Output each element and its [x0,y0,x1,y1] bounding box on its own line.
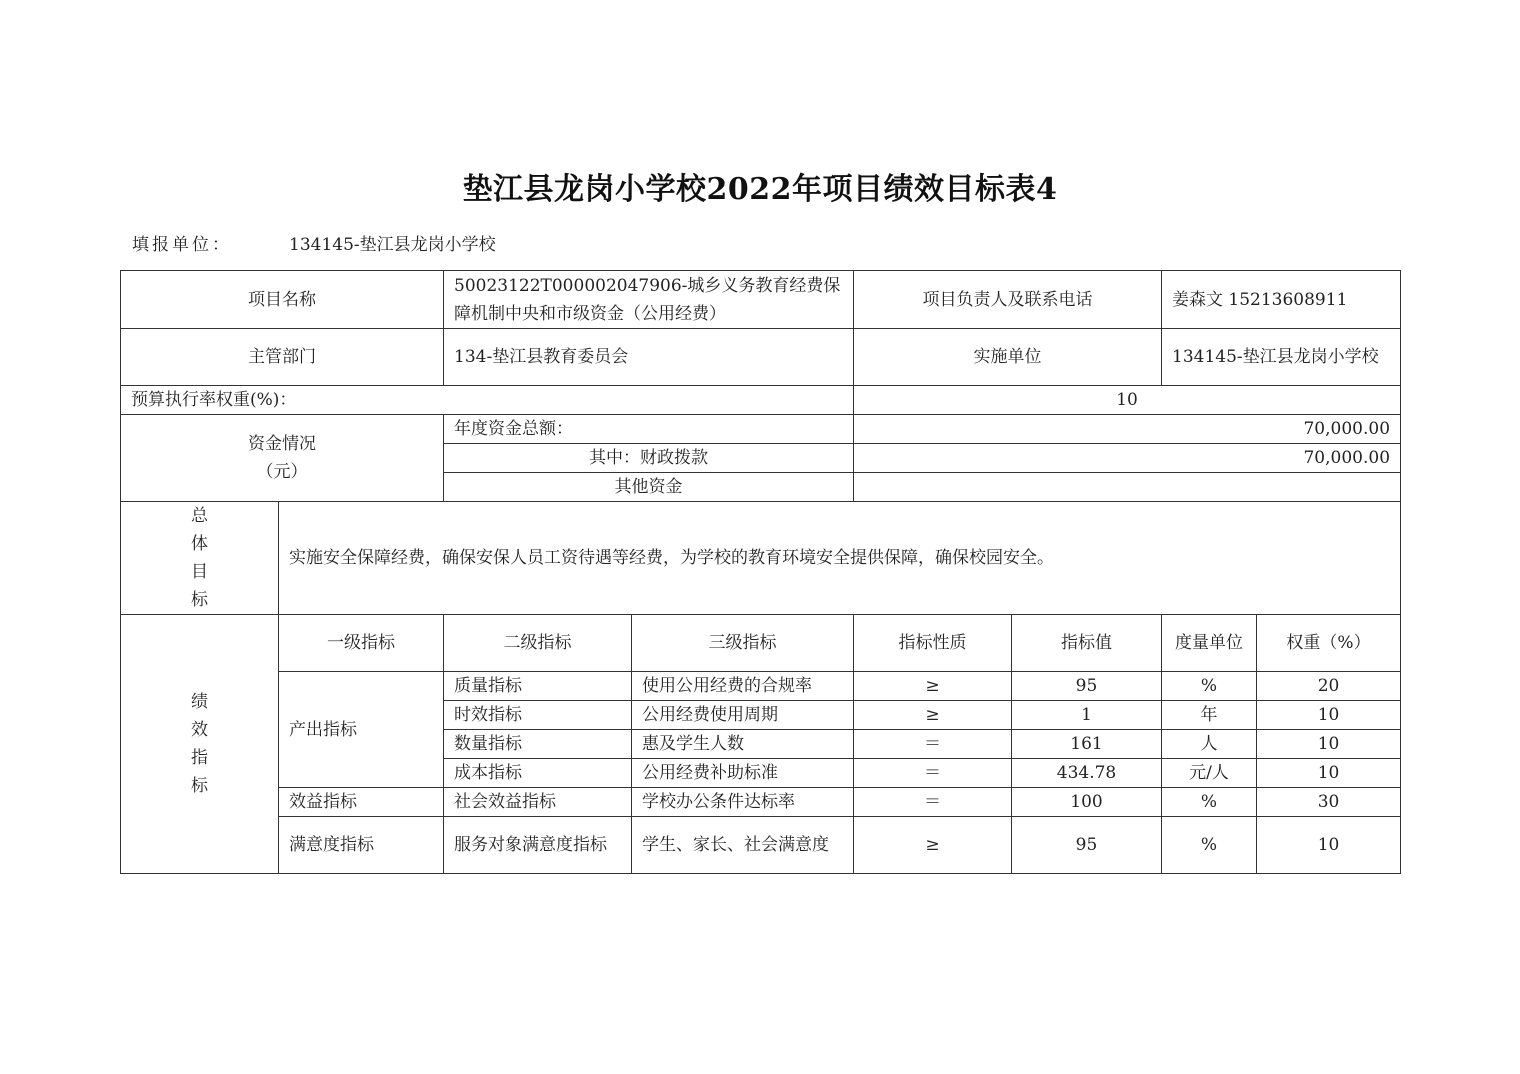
indicators-label [121,615,279,874]
project-name-label: 项目名称 [121,271,444,329]
project-contact-value: 姜森文 15213608911 [1162,271,1401,329]
overall-goal-text: 实施安全保障经费，确保安保人员工资待遇等经费，为学校的教育环境安全提供保障，确保校园安全。 [279,502,1401,615]
cell-unit: % [1162,788,1257,817]
fill-unit-value: 134145-垫江县龙岗小学校 [289,235,496,255]
cell-value: 100 [1012,788,1162,817]
header-value: 指标值 [1012,615,1162,672]
cell-level3: 公用经费补助标准 [632,759,854,788]
table-row [121,672,1401,701]
fill-unit-label: 填报单位： [132,235,232,255]
group-output: 产出指标 [279,672,444,788]
performance-table [120,270,1401,874]
cell-value: 161 [1012,730,1162,759]
cell-level3: 公用经费使用周期 [632,701,854,730]
header-unit: 度量单位 [1162,615,1257,672]
overall-goal-row [121,502,1401,615]
cell-level3: 使用公用经费的合规率 [632,672,854,701]
funds-annual-label: 年度资金总额： [444,415,854,444]
indicator-char: 绩 [191,692,208,712]
cell-nature: ≥ [854,672,1012,701]
impl-value: 134145-垫江县龙岗小学校 [1162,329,1401,386]
cell-level2: 质量指标 [444,672,632,701]
header-level1: 一级指标 [279,615,444,672]
cell-nature: ＝ [854,759,1012,788]
cell-level2: 社会效益指标 [444,788,632,817]
page-title: 垫江县龙岗小学校2022年项目绩效目标表4 [462,172,1058,207]
group-benefit: 效益指标 [279,788,444,817]
goal-char: 标 [191,590,208,610]
cell-level2: 成本指标 [444,759,632,788]
cell-unit: 人 [1162,730,1257,759]
cell-value: 1 [1012,701,1162,730]
funds-unit: （元） [256,462,308,482]
header-weight: 权重（%） [1257,615,1401,672]
department-row [121,329,1401,386]
group-satisfaction: 满意度指标 [279,817,444,874]
cell-unit: 元/人 [1162,759,1257,788]
cell-level2: 时效指标 [444,701,632,730]
cell-nature: ≥ [854,817,1012,874]
cell-value: 95 [1012,672,1162,701]
project-name-row [121,271,1401,329]
indicator-char: 标 [191,776,208,796]
cell-weight: 10 [1257,730,1401,759]
project-contact-label: 项目负责人及联系电话 [854,271,1162,329]
table-row [121,788,1401,817]
cell-weight: 10 [1257,701,1401,730]
funds-other-value [854,473,1401,502]
cell-weight: 30 [1257,788,1401,817]
funds-label-cell [121,415,444,502]
header-level3: 三级指标 [632,615,854,672]
cell-nature: ＝ [854,730,1012,759]
funds-fiscal-value: 70,000.00 [854,444,1401,473]
cell-value: 95 [1012,817,1162,874]
indicator-header-row [121,615,1401,672]
cell-level2: 数量指标 [444,730,632,759]
project-name-value: 50023122T000002047906-城乡义务教育经费保障机制中央和市级资金（公用经费） [444,271,854,329]
funds-other-label: 其他资金 [444,473,854,502]
cell-level3: 学校办公条件达标率 [632,788,854,817]
dept-value: 134-垫江县教育委员会 [444,329,854,386]
indicator-char: 指 [191,748,208,768]
cell-value: 434.78 [1012,759,1162,788]
goal-char: 目 [191,562,208,582]
cell-unit: 年 [1162,701,1257,730]
dept-label: 主管部门 [121,329,444,386]
cell-weight: 10 [1257,759,1401,788]
overall-goal-label [121,502,279,615]
budget-rate-value: 10 [854,386,1401,415]
cell-level2: 服务对象满意度指标 [444,817,632,874]
cell-weight: 20 [1257,672,1401,701]
funds-annual-value: 70,000.00 [854,415,1401,444]
cell-unit: % [1162,817,1257,874]
funds-label: 资金情况 [248,434,316,454]
header-nature: 指标性质 [854,615,1012,672]
cell-nature: ≥ [854,701,1012,730]
goal-char: 体 [191,534,208,554]
funds-fiscal-label: 其中：财政拨款 [444,444,854,473]
indicator-char: 效 [191,720,208,740]
goal-char: 总 [191,506,208,526]
budget-rate-row [121,386,1401,415]
table-row [121,817,1401,874]
cell-unit: % [1162,672,1257,701]
impl-label: 实施单位 [854,329,1162,386]
budget-rate-label: 预算执行率权重(%)： [121,386,854,415]
header-level2: 二级指标 [444,615,632,672]
cell-level3: 惠及学生人数 [632,730,854,759]
cell-weight: 10 [1257,817,1401,874]
funds-annual-row [121,415,1401,444]
cell-level3: 学生、家长、社会满意度 [632,817,854,874]
cell-nature: ＝ [854,788,1012,817]
